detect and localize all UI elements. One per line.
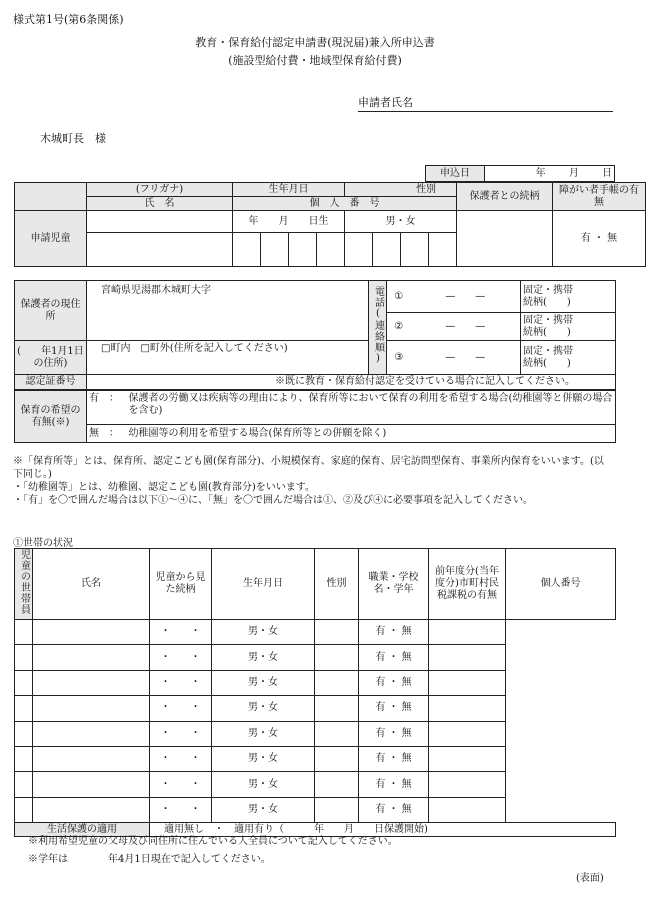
member-relation-field[interactable] [33, 670, 150, 695]
member-name-field[interactable] [15, 670, 33, 695]
member-personal-no-field[interactable] [429, 721, 506, 746]
child-sex-field[interactable]: 男・女 [345, 211, 457, 233]
household-header: 職業・学校名・学年 [359, 549, 429, 620]
personal-no-cell[interactable] [261, 233, 289, 267]
member-sex-field[interactable]: 男・女 [212, 696, 315, 721]
phone-type[interactable]: 固定・携帯 続柄( ) [521, 313, 616, 341]
member-sex-field[interactable]: 男・女 [212, 670, 315, 695]
member-personal-no-field[interactable] [429, 645, 506, 670]
cert-no-field[interactable]: ※既に教育・保育給付認定を受けている場合に記入してください。 [87, 375, 616, 390]
cert-no-label: 認定証番号 [15, 375, 87, 390]
phone-no: ③ [387, 341, 411, 375]
member-occupation-field[interactable] [315, 797, 359, 822]
applicant-table [14, 182, 646, 267]
member-relation-field[interactable] [33, 797, 150, 822]
member-sex-field[interactable]: 男・女 [212, 797, 315, 822]
household-header: 氏名 [33, 549, 150, 620]
member-relation-field[interactable] [33, 620, 150, 645]
note-item: ・「有」を〇で囲んだ場合は以下①～④に、「無」を〇で囲んだ場合は①、②及び④に必要事項を記入してください。 [13, 495, 533, 506]
phone-field[interactable]: — — [411, 341, 521, 375]
household-header: 個人番号 [506, 549, 616, 620]
personal-no-cell[interactable] [429, 233, 457, 267]
phone-field[interactable]: — — [411, 313, 521, 341]
member-relation-field[interactable] [33, 746, 150, 771]
member-tax-field[interactable]: 有 ・ 無 [359, 746, 429, 771]
child-relation-field[interactable] [457, 211, 553, 267]
member-occupation-field[interactable] [315, 746, 359, 771]
member-tax-field[interactable]: 有 ・ 無 [359, 721, 429, 746]
page-side: (表面) [576, 873, 604, 884]
personal-no-cell[interactable] [345, 233, 373, 267]
application-date-box [425, 165, 615, 182]
wish-no-text: 幼稚園等の利用を希望する場合(保育所等との併願を除く) [127, 425, 616, 443]
note-item: ※「保育所等」とは、保育所、認定こども園(保育部分)、小規模保育、家庭的保育、居宅訪問型保育、事業所内保育をいいます。(以下同じ。) [13, 456, 604, 480]
child-row-label: 申請児童 [15, 211, 87, 267]
note-item: ・「幼稚園等」とは、幼稚園、認定こども園(教育部分)をいいます。 [13, 482, 316, 493]
welfare-field[interactable]: 適用無し ・ 適用有り（ 年 月 日保護開始) [150, 823, 616, 837]
personal-no-cell[interactable] [289, 233, 317, 267]
member-occupation-field[interactable] [315, 772, 359, 797]
member-occupation-field[interactable] [315, 645, 359, 670]
member-personal-no-field[interactable] [429, 746, 506, 771]
wish-label: 保育の希望の有無(※) [15, 391, 87, 443]
household-row [15, 746, 616, 771]
child-name-field[interactable] [87, 233, 233, 267]
jan-address-label: ( 年1月1日の住所) [15, 341, 87, 375]
member-personal-no-field[interactable] [429, 620, 506, 645]
phone-type[interactable]: 固定・携帯 続柄( ) [521, 281, 616, 313]
household-row [15, 797, 616, 822]
household-header: 前年度分(当年度分)市町村民税課税の有無 [429, 549, 506, 620]
child-furigana-field[interactable] [87, 211, 233, 233]
wish-yes-label[interactable]: 有 ： [87, 391, 127, 425]
member-tax-field[interactable]: 有 ・ 無 [359, 696, 429, 721]
household-header: 児童から見た続柄 [150, 549, 212, 620]
applicant-name-field[interactable] [358, 94, 613, 112]
member-sex-field[interactable]: 男・女 [212, 772, 315, 797]
personal-no-cell[interactable] [401, 233, 429, 267]
member-name-field[interactable] [15, 772, 33, 797]
member-personal-no-field[interactable] [429, 797, 506, 822]
address-row-label: 保護者の現住所 [15, 281, 87, 341]
household-row [15, 721, 616, 746]
footer-note: ※利用希望児童の父母及び同住所に住んでいる人全員について記入してください。 [28, 836, 398, 847]
footer-note: ※学年は 年4月1日現在で記入してください。 [28, 854, 271, 865]
member-occupation-field[interactable] [315, 670, 359, 695]
applicant-name-label: 申請者氏名 [358, 96, 413, 109]
phone-field[interactable]: — — [411, 281, 521, 313]
furigana-header: (フリガナ) [87, 183, 233, 197]
personal-no-cell[interactable] [317, 233, 345, 267]
member-tax-field[interactable]: 有 ・ 無 [359, 620, 429, 645]
member-name-field[interactable] [15, 645, 33, 670]
member-tax-field[interactable]: 有 ・ 無 [359, 797, 429, 822]
member-sex-field[interactable]: 男・女 [212, 645, 315, 670]
household-header: 性別 [315, 549, 359, 620]
member-name-field[interactable] [15, 620, 33, 645]
household-row [15, 696, 616, 721]
member-personal-no-field[interactable] [429, 696, 506, 721]
member-birth-field[interactable]: ・ ・ [150, 696, 212, 721]
member-sex-field[interactable]: 男・女 [212, 721, 315, 746]
household-table [14, 548, 616, 837]
member-relation-field[interactable] [33, 645, 150, 670]
child-birth-field[interactable]: 年 月 日生 [233, 211, 345, 233]
member-birth-field[interactable]: ・ ・ [150, 721, 212, 746]
disability-header: 障がい者手帳の有無 [553, 183, 646, 211]
member-tax-field[interactable]: 有 ・ 無 [359, 772, 429, 797]
household-header: 生年月日 [212, 549, 315, 620]
household-side-label: 児童の世帯員 [15, 549, 33, 620]
member-birth-field[interactable]: ・ ・ [150, 797, 212, 822]
member-relation-field[interactable] [33, 721, 150, 746]
member-occupation-field[interactable] [315, 696, 359, 721]
household-row [15, 670, 616, 695]
member-personal-no-field[interactable] [429, 670, 506, 695]
member-name-field[interactable] [15, 746, 33, 771]
address-table [14, 280, 616, 390]
date-field[interactable]: 年 月 日 [485, 166, 615, 182]
address-field[interactable]: 宮崎県児湯郡木城町大字 [87, 281, 369, 341]
member-birth-field[interactable]: ・ ・ [150, 772, 212, 797]
member-occupation-field[interactable] [315, 721, 359, 746]
member-occupation-field[interactable] [315, 620, 359, 645]
member-tax-field[interactable]: 有 ・ 無 [359, 645, 429, 670]
household-row [15, 620, 616, 645]
relation-header: 保護者との続柄 [457, 183, 553, 211]
wish-no-label[interactable]: 無 ： [87, 425, 127, 443]
disability-field[interactable]: 有 ・ 無 [553, 211, 646, 267]
member-relation-field[interactable] [33, 772, 150, 797]
phone-order-label: 電話(連絡順) [369, 281, 387, 375]
notes-block [13, 455, 613, 507]
member-birth-field[interactable]: ・ ・ [150, 746, 212, 771]
member-name-field[interactable] [15, 721, 33, 746]
date-label: 申込日 [426, 166, 485, 182]
member-sex-field[interactable]: 男・女 [212, 620, 315, 645]
wish-yes-text: 保護者の労働又は疾病等の理由により、保育所等において保育の利用を希望する場合(幼稚園等と併願の場合を含む) [127, 391, 616, 425]
phone-type[interactable]: 固定・携帯 続柄( ) [521, 341, 616, 375]
member-birth-field[interactable]: ・ ・ [150, 645, 212, 670]
member-sex-field[interactable]: 男・女 [212, 746, 315, 771]
personal-no-header: 個 人 番 号 [233, 197, 457, 211]
household-row [15, 772, 616, 797]
personal-no-cell[interactable] [373, 233, 401, 267]
addressee: 木城町長 様 [40, 132, 106, 145]
form-subtitle: (施設型給付費・地域型保育給付費) [228, 54, 402, 67]
child-header-blank [15, 183, 87, 211]
member-birth-field[interactable]: ・ ・ [150, 620, 212, 645]
personal-no-cell[interactable] [233, 233, 261, 267]
name-header: 氏 名 [87, 197, 233, 211]
member-personal-no-field[interactable] [429, 772, 506, 797]
welfare-label: 生活保護の適用 [15, 823, 150, 837]
form-title: 教育・保育給付認定申請書(現況届)兼入所申込書 [195, 36, 435, 49]
wish-table [14, 390, 616, 443]
member-tax-field[interactable]: 有 ・ 無 [359, 670, 429, 695]
phone-no: ① [387, 281, 411, 313]
household-row [15, 645, 616, 670]
member-birth-field[interactable]: ・ ・ [150, 670, 212, 695]
jan-address-field[interactable]: □町内 □町外(住所を記入してください) [87, 341, 369, 375]
phone-no: ② [387, 313, 411, 341]
form-code: 様式第1号(第6条関係) [13, 13, 124, 26]
sex-header: 性別 [345, 183, 457, 197]
birthdate-header: 生年月日 [233, 183, 345, 197]
member-relation-field[interactable] [33, 696, 150, 721]
member-name-field[interactable] [15, 797, 33, 822]
member-name-field[interactable] [15, 696, 33, 721]
section1-title: ①世帯の状況 [13, 538, 73, 549]
